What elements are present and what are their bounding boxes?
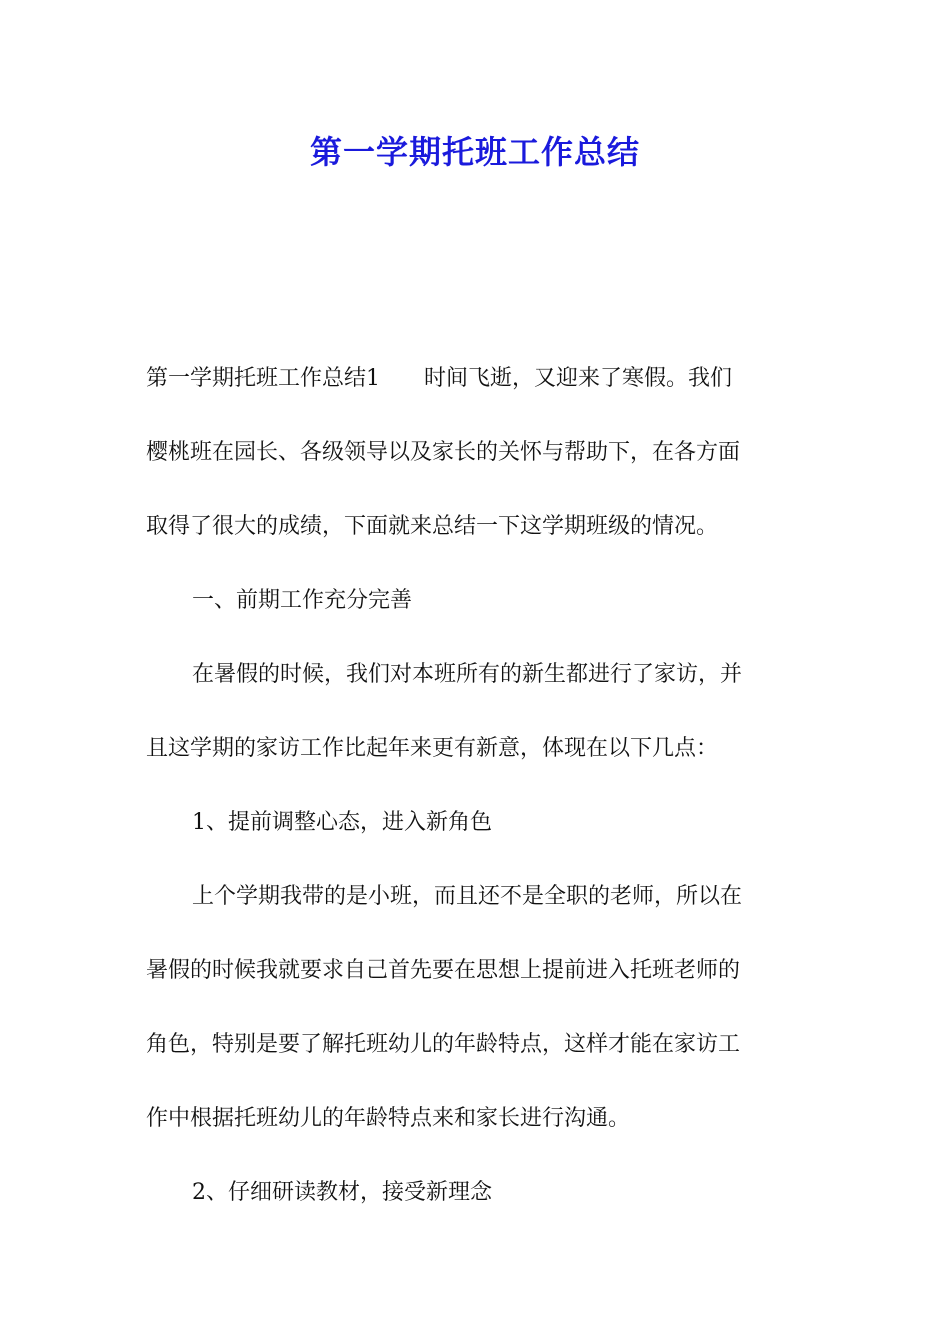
document-title: 第一学期托班工作总结 (309, 133, 640, 171)
body-line: 取得了很大的成绩，下面就来总结一下这学期班级的情况。 (146, 514, 719, 539)
subsection-heading: 1、提前调整心态，进入新角色 (192, 810, 492, 835)
body-line: 上个学期我带的是小班，而且还不是全职的老师，所以在 (192, 884, 743, 909)
body-line: 暑假的时候我就要求自己首先要在思想上提前进入托班老师的 (146, 958, 741, 983)
body-line: 樱桃班在园长、各级领导以及家长的关怀与帮助下，在各方面 (146, 440, 741, 465)
subsection-heading: 2、仔细研读教材，接受新理念 (192, 1180, 492, 1205)
body-line: 角色，特别是要了解托班幼儿的年龄特点，这样才能在家访工 (146, 1032, 741, 1057)
body-line: 且这学期的家访工作比起年来更有新意，体现在以下几点： (146, 736, 719, 761)
body-line: 在暑假的时候，我们对本班所有的新生都进行了家访，并 (192, 662, 743, 687)
section-heading: 一、前期工作充分完善 (192, 588, 413, 613)
document-body (146, 342, 806, 1230)
body-line: 第一学期托班工作总结1 时间飞逝，又迎来了寒假。我们 (146, 366, 732, 391)
body-line: 作中根据托班幼儿的年龄特点来和家长进行沟通。 (146, 1106, 631, 1131)
